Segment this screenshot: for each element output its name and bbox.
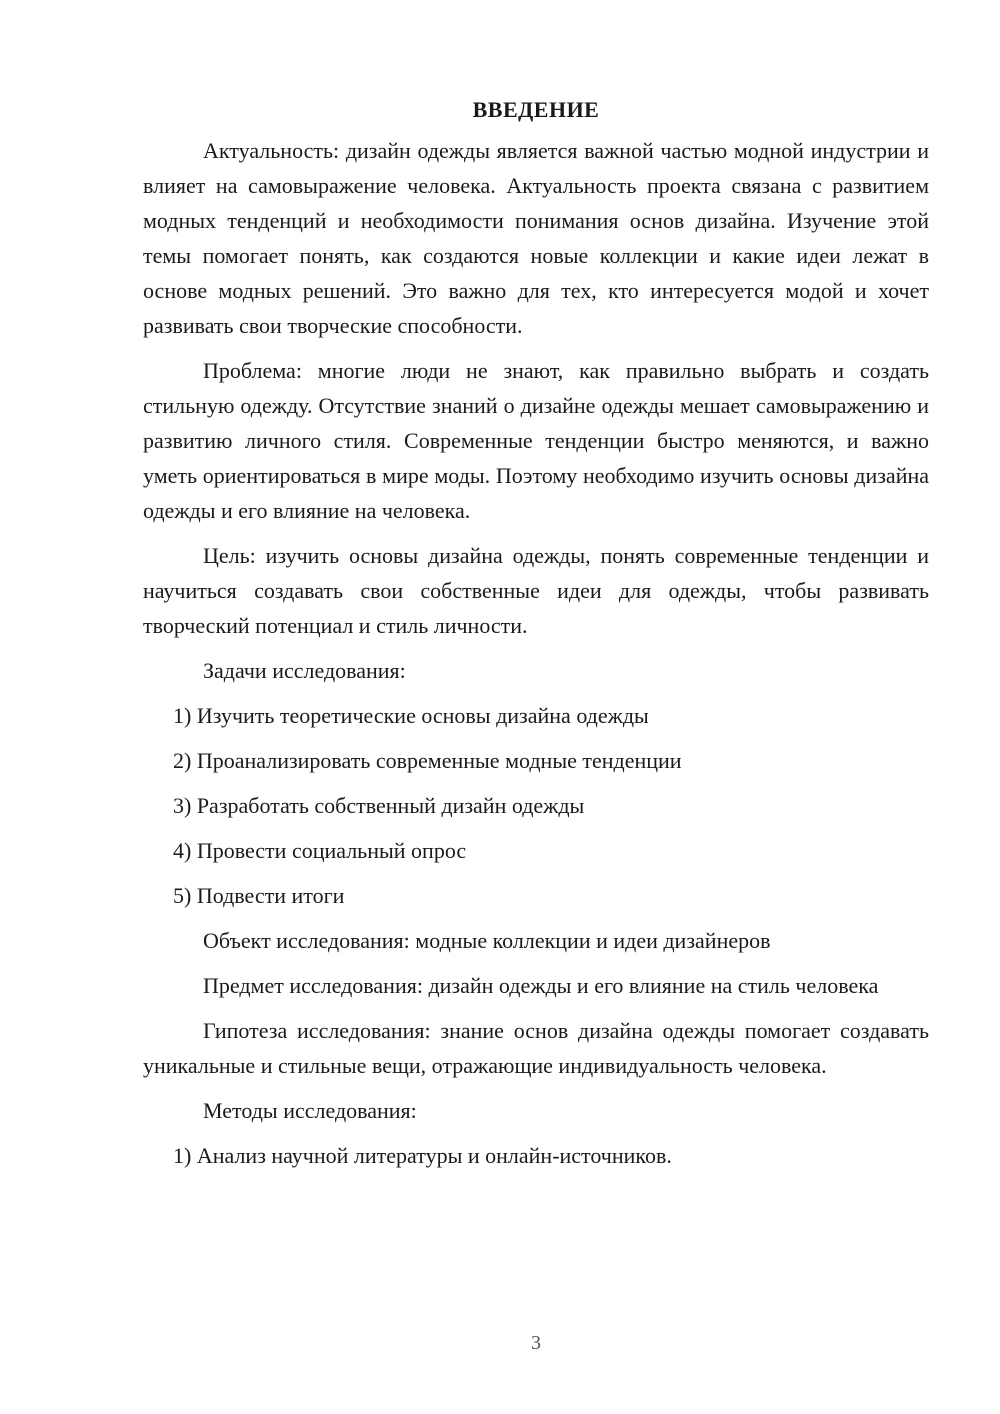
task-item: 4) Провести социальный опрос xyxy=(173,838,467,863)
task-item: 3) Разработать собственный дизайн одежды xyxy=(173,793,585,818)
hypothesis-paragraph: Гипотеза исследования: знание основ дизайна одежды помогает создавать уникальные и стильные вещи, отражающие индивидуальность человека. xyxy=(143,1018,929,1078)
problem-paragraph: Проблема: многие люди не знают, как правильно выбрать и создать стильную одежду. Отсутствие знаний о дизайне одежды мешает самовыражению и развитию личного стиля. Современные тенденции быстро меняются, и важно уметь ориентироваться в мире моды. Поэтому необходимо изучить основы дизайна одежды и его влияние на человека. xyxy=(143,358,929,523)
document-page xyxy=(143,92,929,1183)
task-item: 1) Изучить теоретические основы дизайна одежды xyxy=(173,703,649,728)
page-title: ВВЕДЕНИЕ xyxy=(472,97,600,122)
tasks-heading: Задачи исследования: xyxy=(203,658,406,683)
task-item: 2) Проанализировать современные модные тенденции xyxy=(173,748,682,773)
method-item: 1) Анализ научной литературы и онлайн-источников. xyxy=(173,1143,672,1168)
task-item: 5) Подвести итоги xyxy=(173,883,345,908)
subject-paragraph: Предмет исследования: дизайн одежды и его влияние на стиль человека xyxy=(203,973,879,998)
relevance-paragraph: Актуальность: дизайн одежды является важной частью модной индустрии и влияет на самовыражение человека. Актуальность проекта связана с развитием модных тенденций и необходимости понимания основ дизайна. Изучение этой темы помогает понять, как создаются новые коллекции и какие идеи лежат в основе модных решений. Это важно для тех, кто интересуется модой и хочет развивать свои творческие способности. xyxy=(143,138,929,338)
page-number: 3 xyxy=(531,1332,541,1354)
methods-heading: Методы исследования: xyxy=(203,1098,417,1123)
goal-paragraph: Цель: изучить основы дизайна одежды, понять современные тенденции и научиться создавать свои собственные идеи для одежды, чтобы развивать творческий потенциал и стиль личности. xyxy=(143,543,929,638)
object-paragraph: Объект исследования: модные коллекции и идеи дизайнеров xyxy=(203,928,771,953)
